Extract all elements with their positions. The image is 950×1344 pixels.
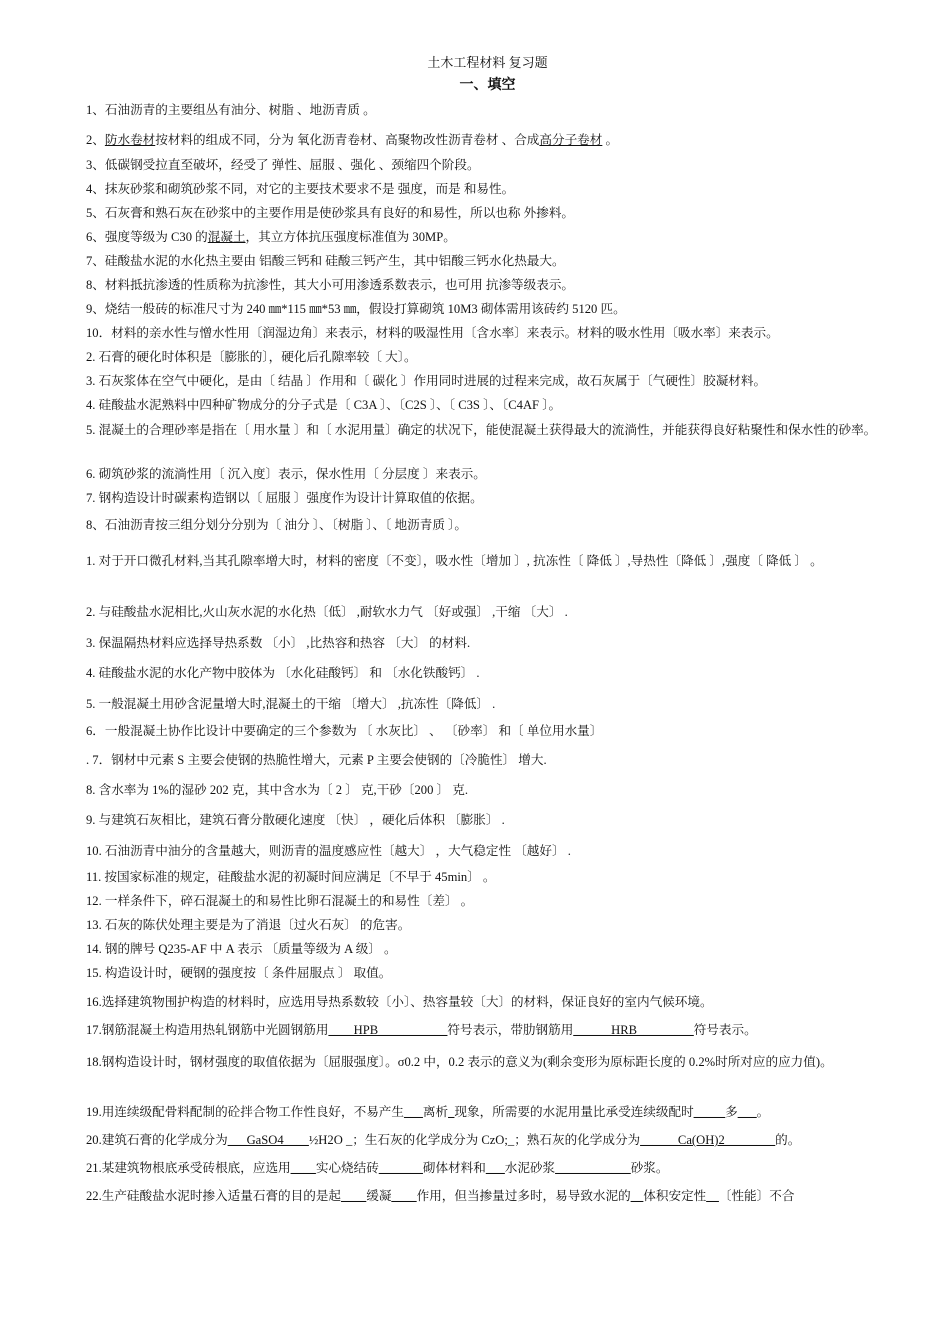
question-line: 3. 保温隔热材料应选择导热系数 〔小〕 ,比热容和热容 〔大〕 的材料. (86, 636, 471, 650)
question-line (86, 1103, 906, 1121)
question-text-part: ____ (290, 1161, 316, 1175)
question-text-part: 砂浆。 (630, 1161, 669, 1175)
question-line: 14. 钢的牌号 Q235-AF 中 A 表示 〔质量等级为 A 级〕 。 (86, 942, 397, 956)
question-line: 8、材料抵抗渗透的性质称为抗渗性，其大小可用渗透系数表示，也可用 抗渗等级表示。 (86, 278, 575, 292)
question-line: 5. 一般混凝土用砂含泥量增大时,混凝土的干缩 〔增大〕 ,抗冻性〔降低〕 . (86, 697, 496, 711)
question-text-part: 砌体材料和 (422, 1161, 486, 1175)
question-line: 8. 含水率为 1%的湿砂 202 克，其中含水为〔 2 〕 克,干砂〔200 〕 克. (86, 783, 469, 797)
question-line: 15. 构造设计时，硬钢的强度按〔 条件屈服点 〕 取值。 (86, 966, 392, 980)
question-text-part: 6、强度等级为 C30 的 (86, 230, 208, 244)
question-line: 4. 硅酸盐水泥的水化产物中胶体为 〔水化硅酸钙〕 和 〔水化铁酸钙〕 . (86, 666, 480, 680)
question-text-part: ___ (404, 1105, 423, 1119)
question-line (86, 1159, 906, 1177)
question-text-part: 体积安定性 (643, 1189, 707, 1203)
question-text-part: 作用，但当掺量过多时，易导致水泥的 (416, 1189, 631, 1203)
question-text-part: ____ (341, 1189, 367, 1203)
question-line: 9、烧结一般砖的标准尺寸为 240 ㎜*115 ㎜*53 ㎜，假设打算砌筑 10M3 砌体需用该砖约 5120 匹。 (86, 302, 626, 316)
question-line: 9. 与建筑石灰相比，建筑石膏分散硬化速度 〔快〕 ，硬化后体积 〔膨胀〕 . (86, 813, 505, 827)
question-line: 1、石油沥青的主要组丛有油分、树脂 、地沥青质 。 (86, 103, 376, 117)
question-text-part: 多 (725, 1105, 738, 1119)
question-text-part: ____HPB___________ (328, 1023, 448, 1037)
question-text-part: 现象，所需要的水泥用量比承受连续级配时 (454, 1105, 694, 1119)
question-text-part: 缓凝 (366, 1189, 392, 1203)
question-text-part: 20.建筑石膏的化学成分为 (86, 1133, 228, 1147)
question-line (86, 131, 906, 149)
question-text-part: 实心烧结砖 (315, 1161, 379, 1175)
question-text-part: 离析 (422, 1105, 449, 1119)
question-text-part: _ (448, 1105, 455, 1119)
question-line: 4、抹灰砂浆和砌筑砂浆不同，对它的主要技术要求不是 强度，而是 和易性。 (86, 182, 515, 196)
question-text-part: 高分子卷材 (539, 133, 603, 147)
question-text-part: ___ (485, 1161, 505, 1175)
section-heading: 一、填空 (459, 78, 516, 93)
question-text-part: 符号表示，带肋钢筋用 (447, 1023, 574, 1037)
question-line: 7. 钢构造设计时碳素构造钢以〔 屈服 〕强度作为设计计算取值的依据。 (86, 491, 483, 505)
question-line: 8、石油沥青按三组分划分分别为〔 油分 〕、〔树脂 〕、〔 地沥青质 〕。 (86, 518, 467, 532)
question-line: 10. 石油沥青中油分的含量越大，则沥青的温度感应性〔越大〕 ，大气稳定性 〔越好〕 . (86, 844, 571, 858)
question-line: 16.选择建筑物围护构造的材料时，应选用导热系数较〔小〕、热容量较〔大〕的材料，保证良好的室内气候环境。 (86, 995, 713, 1009)
question-line: 10．材料的亲水性与憎水性用〔润湿边角〕来表示，材料的吸湿性用〔含水率〕来表示。材料的吸水性用〔吸水率〕来表示。 (86, 326, 779, 340)
question-line: 6．一般混凝土协作比设计中要确定的三个参数为 〔 水灰比〕 、 〔砂率〕 和〔 单位用水量〕 (86, 724, 603, 738)
question-text-part: __ (706, 1189, 719, 1203)
question-line: 2. 与硅酸盐水泥相比,火山灰水泥的水化热〔低〕 ,耐软水力气 〔好或强〕 ,干缩 〔大〕 . (86, 605, 568, 619)
question-text-part: ___ (737, 1105, 757, 1119)
question-text-part: 。 (602, 133, 619, 147)
question-text-part: 混凝土 (207, 230, 246, 244)
question-text-part: 19.用连续级配骨料配制的砼拌合物工作性良好，不易产生 (86, 1105, 404, 1119)
question-text-part: ½H2O _；生石灰的化学成分为 CzO;_；熟石灰的化学成分为 (308, 1133, 641, 1147)
question-text-part: 2、 (86, 133, 105, 147)
question-line: 11. 按国家标准的规定，硅酸盐水泥的初凝时间应满足〔不早于 45min〕 。 (86, 870, 496, 884)
question-text-part: ______Ca(OH)2________ (640, 1133, 776, 1147)
question-line: 2. 石膏的硬化时体积是〔膨胀的〕，硬化后孔隙率较〔 大〕。 (86, 350, 417, 364)
question-line: 3. 石灰浆体在空气中硬化，是由〔 结晶 〕作用和〔 碳化 〕作用同时进展的过程来完成，故石灰属于〔气硬性〕胶凝材料。 (86, 374, 767, 388)
question-line: 6. 砌筑砂浆的流淌性用〔 沉入度〕表示，保水性用〔 分层度 〕来表示。 (86, 467, 486, 481)
question-line (86, 1187, 906, 1205)
question-line: 7、硅酸盐水泥的水化热主要由 铝酸三钙和 硅酸三钙产生，其中铝酸三钙水化热最大。 (86, 254, 565, 268)
question-text-part: 22.生产硅酸盐水泥时掺入适量石膏的目的是起 (86, 1189, 342, 1203)
question-line: 12. 一样条件下，碎石混凝土的和易性比卵石混凝土的和易性〔差〕 。 (86, 894, 474, 908)
question-line (86, 1021, 906, 1039)
question-text-part: 21.某建筑物根底承受砖根底，应选用 (86, 1161, 291, 1175)
question-text-part: ____________ (555, 1161, 631, 1175)
question-text-part: 17.钢筋混凝土构造用热轧钢筋中光圆钢筋用 (86, 1023, 329, 1037)
question-text-part: 符号表示。 (693, 1023, 757, 1037)
question-line: 4. 硅酸盐水泥熟料中四种矿物成分的分子式是〔 C3A 〕、〔C2S 〕、〔 C3S 〕、〔C4AF 〕。 (86, 398, 562, 412)
document-title: 土木工程材料 复习题 (427, 55, 548, 70)
question-text-part: 〔性能〕不合 (718, 1189, 795, 1203)
question-text-part: 水泥砂浆 (504, 1161, 556, 1175)
question-text-part: ______HRB_________ (573, 1023, 694, 1037)
question-text-part: _______ (378, 1161, 423, 1175)
question-text-part: 防水卷材 (104, 133, 156, 147)
question-text-part: ____ (391, 1189, 417, 1203)
question-line: 5. 混凝土的合理砂率是指在〔 用水量 〕和〔 水泥用量〕确定的状况下，能使混凝土获得最大的流淌性，并能获得良好粘聚性和保水性的砂率。 (86, 423, 877, 437)
question-line: 5、石灰膏和熟石灰在砂浆中的主要作用是使砂浆具有良好的和易性，所以也称 外掺料。 (86, 206, 575, 220)
question-text-part: __ (630, 1189, 644, 1203)
question-text-part: _____ (693, 1105, 726, 1119)
question-line: . 7．钢材中元素 S 主要会使钢的热脆性增大，元素 P 主要会使钢的〔冷脆性〕 增大. (86, 753, 547, 767)
question-line (86, 1131, 906, 1149)
question-line (86, 228, 906, 246)
question-text-part: 。 (756, 1105, 770, 1119)
question-text-part: ，其立方体抗压强度标准值为 30MP。 (245, 230, 456, 244)
question-line: 13. 石灰的陈伏处理主要是为了消退〔过火石灰〕 的危害。 (86, 918, 411, 932)
question-text-part: ___GaSO4____ (227, 1133, 309, 1147)
question-line: 18.钢构造设计时，钢材强度的取值依据为〔屈服强度〕。σ0.2 中，0.2 表示的意义为(剩余变形为原标距长度的 0.2%时所对应的应力值)。 (86, 1055, 833, 1069)
question-text-part: 的。 (775, 1133, 801, 1147)
question-text-part: 按材料的组成不同，分为 氧化沥青卷材、高聚物改性沥青卷材 、合成 (155, 133, 540, 147)
question-line: 3、低碳钢受拉直至破坏，经受了 弹性、屈服 、强化 、颈缩四个阶段。 (86, 158, 480, 172)
question-line: 1. 对于开口微孔材料,当其孔隙率增大时，材料的密度〔不变〕，吸水性〔增加 〕, 抗冻性〔 降低 〕,导热性〔降低 〕,强度〔 降低 〕 。 (86, 554, 823, 568)
